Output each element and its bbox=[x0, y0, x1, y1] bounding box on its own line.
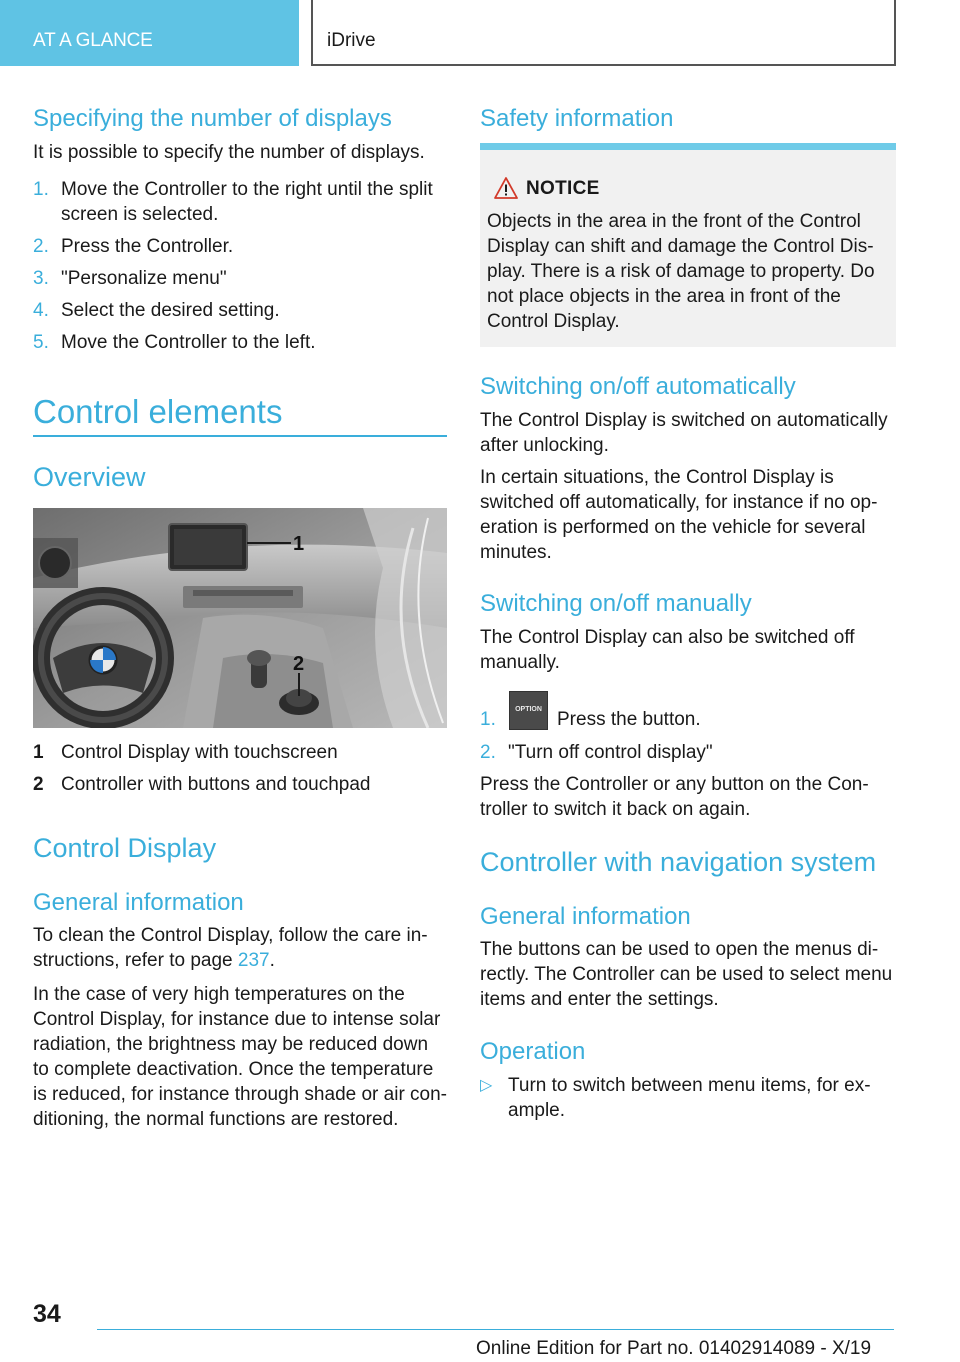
notice-body: Objects in the area in the front of the Control Display can shift and damage the Control Dis-play. There is a risk of damage to property. Do not place objects in the area in front of the Control Display. bbox=[487, 211, 875, 332]
cockpit-photo bbox=[33, 508, 447, 728]
bullet-triangle-icon: ▷ bbox=[480, 1077, 493, 1094]
step-number: 5. bbox=[33, 332, 49, 353]
step-number: 2. bbox=[480, 742, 496, 763]
option-button-label: OPTION bbox=[515, 706, 542, 713]
step-number: 3. bbox=[33, 268, 49, 289]
nav-general-paragraph: The buttons can be used to open the menus di-rectly. The Controller can be used to select menu items and enter the settings. bbox=[480, 939, 893, 1010]
step-text: Move the Controller to the right until the split screen is selected. bbox=[61, 179, 433, 225]
overview-heading: Overview bbox=[33, 462, 146, 492]
step-text: "Personalize menu" bbox=[61, 268, 227, 289]
step-number: 2. bbox=[33, 236, 49, 257]
legend-number: 1 bbox=[33, 742, 44, 763]
warning-icon bbox=[493, 176, 519, 200]
section-label: AT A GLANCE bbox=[33, 30, 153, 51]
specify-intro: It is possible to specify the number of displays. bbox=[33, 142, 425, 163]
list-item bbox=[480, 1073, 896, 1123]
page-reference-link[interactable]: 237 bbox=[237, 950, 270, 971]
heading-rule bbox=[33, 435, 447, 437]
auto-paragraph-2: In certain situations, the Control Display is switched off automatically, for instance if no op-eration is performed on the vehicle for several minutes. bbox=[480, 467, 878, 563]
edition-text: Online Edition for Part no. 01402914089 - X/19 bbox=[476, 1338, 872, 1359]
notice-title: NOTICE bbox=[526, 178, 600, 199]
step-number: 1. bbox=[33, 179, 49, 200]
notice-box bbox=[480, 143, 896, 347]
chapter-label: iDrive bbox=[327, 30, 376, 51]
callout-1: 1 bbox=[293, 533, 305, 555]
bullet-text: Turn to switch between menu items, for ex-ample. bbox=[508, 1075, 871, 1121]
legend-text: Controller with buttons and touchpad bbox=[61, 774, 371, 795]
section-tab bbox=[0, 0, 299, 66]
control-elements-heading: Control elements bbox=[33, 393, 283, 430]
manual-paragraph-1: The Control Display can also be switched off manually. bbox=[480, 627, 855, 673]
control-display-heading: Control Display bbox=[33, 833, 217, 863]
nav-general-heading: General information bbox=[480, 903, 691, 930]
step-text: "Turn off control display" bbox=[508, 742, 713, 763]
callout-2: 2 bbox=[293, 653, 305, 675]
nav-heading: Controller with navigation system bbox=[480, 847, 877, 877]
page-number: 34 bbox=[33, 1300, 61, 1328]
clean-paragraph bbox=[33, 923, 447, 973]
clean-text: To clean the Control Display, follow the care in-structions, refer to page bbox=[33, 925, 428, 971]
step-text: Press the button. bbox=[557, 709, 701, 730]
step-text: Press the Controller. bbox=[61, 236, 234, 257]
auto-paragraph-1: The Control Display is switched on automatically after unlocking. bbox=[480, 410, 888, 456]
step-text: Select the desired setting. bbox=[61, 300, 280, 321]
auto-heading: Switching on/off automatically bbox=[480, 373, 796, 400]
general-info-heading: General information bbox=[33, 889, 244, 916]
operation-heading: Operation bbox=[480, 1038, 586, 1065]
step-text: Move the Controller to the left. bbox=[61, 332, 316, 353]
list-item bbox=[33, 177, 447, 227]
clean-text-end: . bbox=[269, 950, 275, 971]
option-button-icon bbox=[509, 691, 548, 730]
step-number: 4. bbox=[33, 300, 49, 321]
manual-heading: Switching on/off manually bbox=[480, 590, 752, 617]
footer-rule bbox=[97, 1329, 894, 1330]
legend-item bbox=[33, 772, 447, 797]
legend-number: 2 bbox=[33, 774, 44, 795]
step-number: 1. bbox=[480, 709, 496, 730]
manual-paragraph-2: Press the Controller or any button on the Con-troller to switch it back on again. bbox=[480, 774, 869, 820]
safety-heading: Safety information bbox=[480, 105, 674, 132]
legend-text: Control Display with touchscreen bbox=[61, 742, 338, 763]
chapter-box bbox=[311, 0, 896, 66]
cockpit-illustration bbox=[33, 508, 447, 728]
specify-heading: Specifying the number of displays bbox=[33, 105, 392, 132]
temperature-paragraph: In the case of very high temperatures on the Control Display, for instance due to intense solar radiation, the brightness may be reduced down to complete deactivation. Once the temperature is reduced, for instance through shade or air con-ditioning, the normal functions are restored. bbox=[33, 984, 448, 1130]
legend-item bbox=[33, 740, 447, 765]
